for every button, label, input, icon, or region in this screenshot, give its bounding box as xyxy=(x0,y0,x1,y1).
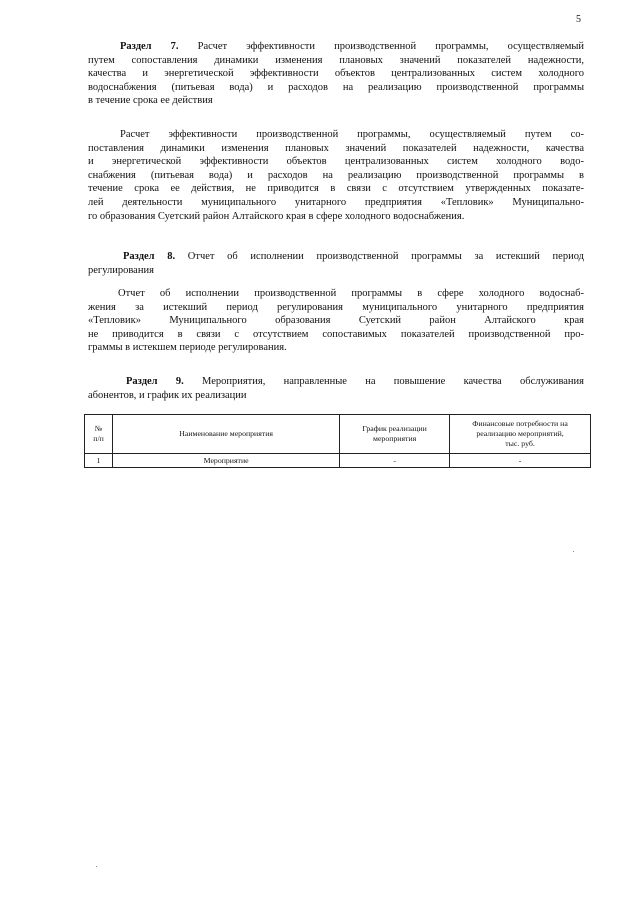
cell-number: 1 xyxy=(85,454,113,468)
section-7-body-line: снабжения (питьевая вода) и расходов на реализацию производственной программы в xyxy=(88,169,584,181)
section-9-heading xyxy=(88,375,584,402)
section-8-body-line: жения за истекший период регулирования муниципального унитарного предприятия xyxy=(88,301,584,313)
table-header-row xyxy=(85,415,591,454)
section-8-heading-line: регулирования xyxy=(88,264,154,276)
header-measure-name: Наименование мероприятия xyxy=(113,415,340,454)
scan-speck xyxy=(573,551,574,552)
cell-measure-name: Мероприятие xyxy=(113,454,340,468)
section-7-body-line: Расчет эффективности производственной программы, осуществляемый путем со- xyxy=(120,129,584,140)
measures-table xyxy=(84,414,591,468)
section-8-body-line: «Тепловик» Муниципального образования Суетский район Алтайского края xyxy=(88,315,584,327)
section-7-label: Раздел 7. xyxy=(120,41,179,52)
section-8-body-line: граммы в истекшем периоде регулирования. xyxy=(88,342,287,354)
section-7-heading-line: путем сопоставления динамики изменения плановых значений показателей надежности, xyxy=(88,54,584,66)
section-7-body-line: го образования Суетский район Алтайского края в сфере холодного водоснабжения. xyxy=(88,210,465,222)
cell-schedule: - xyxy=(340,454,450,468)
section-7-body xyxy=(88,128,584,223)
section-7-heading-line: качества и энергетической эффективности объектов централизованных систем холодного xyxy=(88,68,584,80)
section-9-heading-line: Раздел 9. Мероприятия, направленные на повышение качества обслуживания xyxy=(126,376,584,387)
section-7-body-line: поставления динамики изменения плановых значений показателей надежности, качества xyxy=(88,142,584,154)
cell-financial-needs: - xyxy=(450,454,591,468)
section-7-heading-line: Раздел 7. Расчет эффективности производственной программы, осуществляемый xyxy=(120,41,585,52)
section-7-body-line: лей деятельности муниципального унитарного предприятия «Тепловик» Муниципально- xyxy=(88,196,584,208)
section-8-body-line: Отчет об исполнении производственной программы в сфере холодного водоснаб- xyxy=(118,288,584,299)
section-8-body-line: не приводится в связи с отсутствием сопоставимых показателей производственной про- xyxy=(88,328,584,340)
section-7-body-line: течение срока ее действия, не приводится в связи с отсутствием утвержденных показате- xyxy=(88,183,584,195)
page-number: 5 xyxy=(576,14,581,25)
header-schedule: График реализации мероприятия xyxy=(340,415,450,454)
section-7-heading-line: водоснабжения (питьевая вода) и расходов на реализацию производственной программы xyxy=(88,81,584,93)
scan-speck xyxy=(96,866,97,867)
section-8-heading-line: Раздел 8. Отчет об исполнении производственной программы за истекший период xyxy=(123,251,584,262)
header-financial-needs: Финансовые потребности на реализацию мероприятий, тыс. руб. xyxy=(450,415,591,454)
section-7-heading-line: в течение срока ее действия xyxy=(88,95,213,107)
section-9-label: Раздел 9. xyxy=(126,376,184,387)
table-row xyxy=(85,454,591,468)
section-7-heading xyxy=(88,40,584,108)
section-8-label: Раздел 8. xyxy=(123,251,176,262)
section-9-heading-line: абонентов, и график их реализации xyxy=(88,389,247,401)
header-number: № п/п xyxy=(85,415,113,454)
section-8-body xyxy=(88,287,584,355)
section-8-heading xyxy=(88,250,584,277)
section-7-body-line: и энергетической эффективности объектов централизованных систем холодного водо- xyxy=(88,156,584,168)
